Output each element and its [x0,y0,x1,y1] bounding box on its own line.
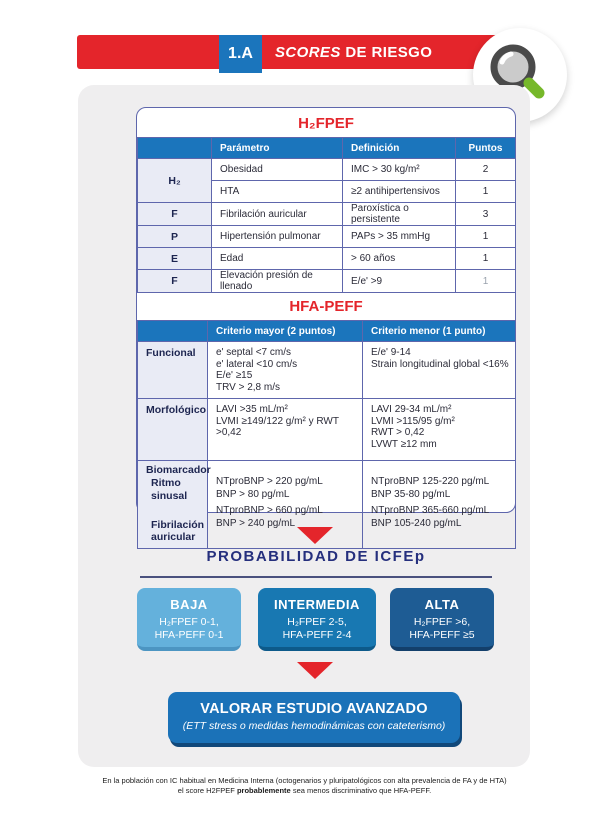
points-cell: 1 [456,248,516,270]
scores-card [136,107,516,543]
corner-cell [138,321,208,342]
section-badge: 1.A [219,35,262,73]
param-cell: Edad [212,248,343,270]
advanced-study-subtitle: (ETT stress o medidas hemodinámicas con cateterismo) [182,720,446,732]
sinus-major-group: NTproBNP > 220 pg/mL BNP > 80 pg/mL [216,476,323,500]
row-label [138,461,211,549]
row-letter: H₂ [138,159,212,203]
probability-box-score: H₂FPEF 2-5, [287,616,347,628]
sinus-rhythm-label: Ritmo sinusal [151,477,188,502]
minor-cell: E/e' 9-14 Strain longitudinal global <16% [363,342,516,399]
biomarker-label: Biomarcador [146,464,211,476]
footnote [0,776,609,796]
param-cell: HTA [212,181,343,203]
col-puntos: Puntos [456,138,516,159]
probability-box-alta [390,588,494,651]
col-parametro: Parámetro [212,138,343,159]
table-row [138,270,516,293]
probability-box-title: BAJA [170,597,208,612]
row-letter: F [138,270,212,293]
probability-title: PROBABILIDAD DE ICFEp [206,548,426,565]
points-cell: 2 [456,159,516,181]
content-panel [78,85,530,767]
table-row [138,342,516,399]
afib-label: Fibrilación auricular [151,519,205,543]
probability-box-score: H₂FPEF >6, [413,616,471,628]
page-title-rest: DE RIESGO [340,43,433,61]
afib-major-group: NTproBNP > 660 pg/mL BNP > 240 pg/mL [216,505,323,529]
major-cell [208,461,363,549]
probability-box-score: H₂FPEF 0-1, [159,616,219,628]
def-cell: Paroxística o persistente [343,203,456,226]
def-cell: ≥2 antihipertensivos [343,181,456,203]
header-bar [77,35,531,69]
h2fpef-header-row [138,138,516,159]
down-arrow-icon [297,527,333,544]
advanced-study-title: VALORAR ESTUDIO AVANZADO [200,701,428,717]
probability-box-baja [137,588,241,651]
h2fpef-title: H₂FPEF [298,115,354,132]
def-cell: PAPs > 35 mmHg [343,226,456,248]
hfapeff-title: HFA-PEFF [289,298,363,315]
param-cell: Hipertensión pulmonar [212,226,343,248]
divider [140,576,492,578]
h2fpef-table [137,137,516,293]
col-definicion: Definición [343,138,456,159]
points-cell: 1 [456,270,516,293]
param-cell: Elevación presión de llenado [212,270,343,293]
page-title-scores: SCORES [275,43,341,61]
hfapeff-table [137,320,516,549]
major-cell: e' septal <7 cm/s e' lateral <10 cm/s E/e' ≥15 TRV > 2,8 m/s [208,342,363,399]
row-letter: P [138,226,212,248]
col-criterio-mayor: Criterio mayor (2 puntos) [208,321,363,342]
row-label: Morfológico [138,399,208,461]
major-cell: LAVI >35 mL/m² LVMI ≥149/122 g/m² y RWT >0,42 [208,399,363,461]
footnote-line2: el score H2FPEF probablemente sea menos discriminativo que HFA-PEFF. [177,786,432,795]
probability-box-title: INTERMEDIA [274,597,360,612]
row-letter: F [138,203,212,226]
points-cell: 1 [456,181,516,203]
probability-box-intermedia [258,588,376,651]
param-cell: Fibrilación auricular [212,203,343,226]
hfapeff-header-row [138,321,516,342]
table-row [138,399,516,461]
probability-box-score: HFA-PEFF 2-4 [282,629,352,641]
probability-box-score: HFA-PEFF 0-1 [154,629,224,641]
points-cell: 1 [456,226,516,248]
minor-cell [363,461,516,549]
col-criterio-menor: Criterio menor (1 punto) [363,321,516,342]
minor-cell: LAVI 29-34 mL/m² LVMI >115/95 g/m² RWT > 0,42 LVWT ≥12 mm [363,399,516,461]
points-cell: 3 [456,203,516,226]
def-cell: IMC > 30 kg/m² [343,159,456,181]
table-row [138,226,516,248]
def-cell: > 60 años [343,248,456,270]
afib-minor-group: NTproBNP 365-660 pg/mL BNP 105-240 pg/mL [371,505,490,529]
page-title [275,35,432,69]
table-row [138,203,516,226]
table-row [138,248,516,270]
sinus-minor-group: NTproBNP 125-220 pg/mL BNP 35-80 pg/mL [371,476,490,500]
table-row [138,159,516,181]
def-cell: E/e' >9 [343,270,456,293]
probability-box-score: HFA-PEFF ≥5 [409,629,475,641]
footnote-line1: En la población con IC habitual en Medicina Interna (octogenarios y pluripatológicos con alta prevalencia de FA y de HTA) [102,776,507,785]
probability-box-title: ALTA [424,597,460,612]
row-label: Funcional [138,342,208,399]
advanced-study-box [168,692,460,743]
down-arrow-icon [297,662,333,679]
param-cell: Obesidad [212,159,343,181]
row-letter: E [138,248,212,270]
corner-cell [138,138,212,159]
